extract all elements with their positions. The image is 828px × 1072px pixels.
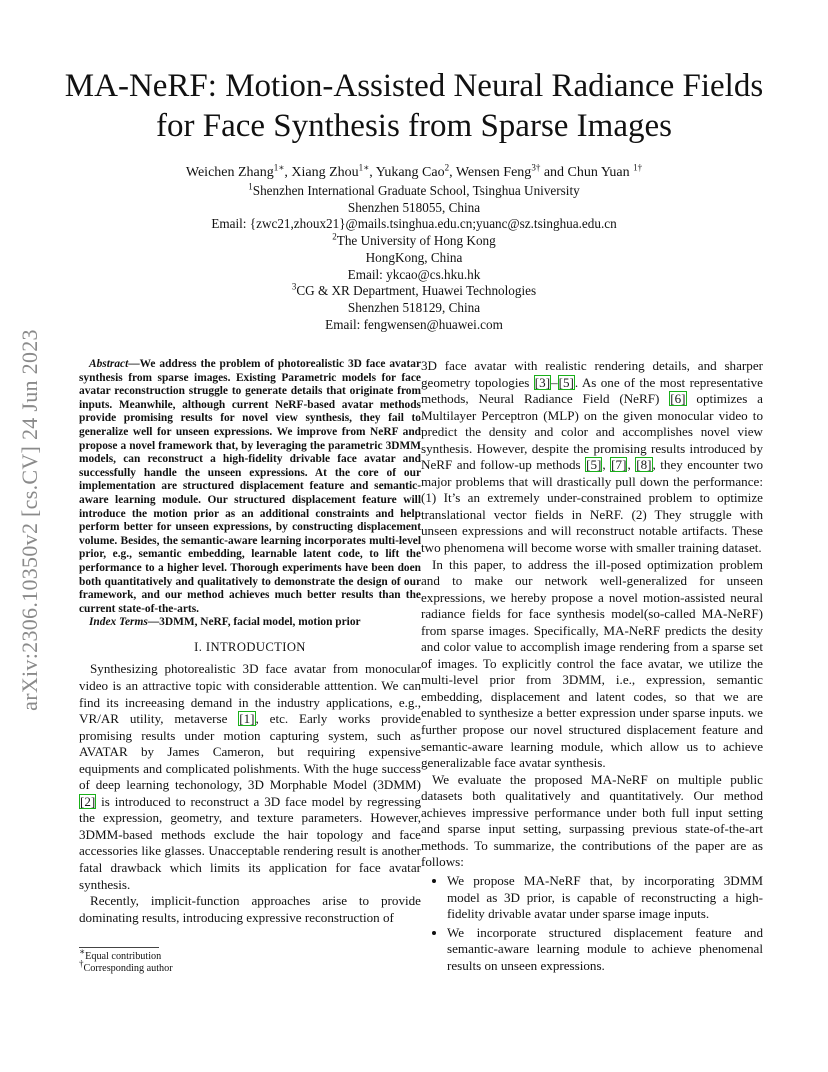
intro-paragraph-2 [79, 893, 421, 926]
footnote-text: Equal contribution [85, 951, 162, 962]
author-superscript: 1† [633, 162, 643, 173]
author-name: and Chun Yuan [540, 165, 634, 180]
affiliation-email: Email: fengwensen@huawei.com [325, 316, 503, 332]
affiliation-name: Shenzhen International Graduate School, Tsinghua University [252, 183, 580, 198]
title-line-2: for Face Synthesis from Sparse Images [156, 108, 672, 144]
author-list [60, 163, 768, 182]
footnote-corresponding-author [79, 959, 421, 975]
paper-title [40, 66, 788, 146]
affiliation-2 [60, 233, 768, 250]
author-block [60, 163, 768, 333]
paragraph-text: . As one of the most representative methods, Neural Radiance Field (NeRF) [421, 374, 763, 407]
author-superscript: 1∗ [358, 162, 370, 173]
affiliation-marker: 1 [248, 181, 253, 192]
abstract-text: —We address the problem of photorealistic 3D face avatar synthesis from sparse images. Existing Parametric models for face avatar reconstruction struggle to generate details that originate from inputs. Meanwhile, although current NeRF-based avatar methods provide promising results for novel view synthesis, they fail to generalize well for unseen expressions. We improve from NeRF and propose a novel framework that, by leveraging the parametric 3DMM models, can reconstruct a high-fidelity drivable face avatar and successfully handle the unseen expressions. At the core of our implementation are structured displacement feature and semantic-aware learning module. Our structured displacement feature will introduce the motion prior as an additional constraints and help perform better for unseen expressions, by constructing displacement volume. Besides, the semantic-aware learning incorporates multi-level prior, e.g., semantic embedding, learnable latent code, to lift the performance to a higher level. Thorough experiments have been doen both quantitatively and qualitatively to demonstrate the design of our framework, and our method achieves much better results than the current state-of-the-arts. [79, 358, 421, 615]
author-superscript: 2 [444, 162, 450, 173]
citation-link[interactable]: [5] [586, 457, 602, 473]
arxiv-sidebar [8, 280, 52, 760]
paragraph-text: , [602, 457, 611, 473]
author-superscript: 1∗ [273, 162, 285, 173]
citation-link[interactable]: [1] [239, 711, 255, 727]
affiliation-1 [60, 183, 768, 200]
footnote-equal-contribution [79, 946, 421, 963]
intro-paragraph-4: We evaluate the proposed MA-NeRF on multiple public datasets both qualitatively and quantitatively. Our method achieves impressive performance under both full input setting and sparse input setting, surpassing previous state-of-the-art methods. To summarize, the contributions of the paper are as follows: [421, 771, 763, 870]
right-column [421, 358, 763, 976]
paragraph-text: , they encounter two major problems that will drastically pull down the performance: (1) It’s an extremely under-constrained problem to optimize translational vector fields in NeRF. (2) They struggle with unseen expressions and will reconstruct notable artifacts. These two phenomena will become worse with smaller training dataset. [421, 457, 764, 556]
title-line-1: MA-NeRF: Motion-Assisted Neural Radiance Fields [64, 68, 764, 104]
index-terms-heading: Index Terms [89, 616, 148, 629]
author-name: , Wensen Feng [449, 165, 532, 180]
author-name: , Xiang Zhou [284, 165, 359, 180]
paragraph-text: is introduced to reconstruct a 3D face model by regressing the expression, geometry, and texture parameters. However, 3DMM-based methods exclude the hair topology and face accessories like glasses. Unacceptable rendering result is another fatal drawback which limits its application for face avatar synthesis. [79, 793, 421, 892]
citation-link[interactable]: [8] [636, 457, 652, 473]
affiliation-city: Shenzhen 518055, China [347, 199, 481, 215]
intro-paragraph-3: In this paper, to address the ill-posed optimization problem and to make our network well-generalized for unseen expressions, we hereby propose a novel motion-assisted neural radiance fields for face synthesis model(so-called MA-NeRF) from sparse images. Specifically, MA-NeRF predicts the desity and color value to accomplish image rendering from a sparse set of images. To explicitly control the face avatar, we utilize the multi-level prior from 3DMM, i.e., expression, semantic embedding, displacement and latent codes, so that we are enabled to synthesize a better expression under sparse inputs. we further propose our novel structured displacement feature and semantic-aware learning module, which allow us to achieve generalizable face avatar synthesis. [421, 556, 763, 771]
affiliation-email: Email: {zwc21,zhoux21}@mails.tsinghua.edu.cn;yuanc@sz.tsinghua.edu.cn [211, 216, 617, 232]
paragraph-text: , [627, 457, 636, 473]
affiliation-name: CG & XR Department, Huawei Technologies [296, 283, 537, 299]
affiliation-name: The University of Hong Kong [336, 233, 496, 249]
author-superscript: 3† [531, 162, 541, 173]
paragraph-text: Synthesizing photorealistic 3D face avatar from monocular video is an attractive topic with considerable atttention. We can find its increeasing demand in the industry applications, e.g., VR/AR utility, metaverse [79, 661, 421, 727]
affiliation-city: HongKong, China [365, 249, 463, 265]
paragraph-text: 3D face avatar with realistic rendering details, and sharper geometry topologies [421, 358, 763, 390]
paragraph-text: Recently, implicit-function approaches arise to provide dominating results, introducing expressive reconstruction of [79, 893, 421, 925]
footnote-rule [79, 947, 159, 948]
affiliation-city: Shenzhen 518129, China [347, 299, 481, 315]
author-name: , Yukang Cao [369, 165, 445, 180]
intro-paragraph-2-continued [421, 358, 763, 557]
list-item: • We incorporate structured displacement feature and semantic-aware learning module to achieve phenomenal results on unseen expressions. [447, 925, 763, 975]
index-terms [79, 616, 421, 630]
affiliation-marker: 3 [291, 281, 297, 292]
paragraph-text: – [551, 374, 558, 390]
abstract [79, 358, 421, 616]
intro-paragraph-1 [79, 661, 421, 893]
citation-link[interactable]: [5] [558, 374, 574, 390]
index-terms-text: —3DMM, NeRF, facial model, motion prior [147, 616, 361, 629]
affiliation-email: Email: ykcao@cs.hku.hk [347, 266, 481, 282]
footnote-marker: † [79, 959, 84, 970]
citation-link[interactable]: [3] [534, 374, 551, 390]
paragraph-text: optimizes a Multilayer Perceptron (MLP) on the given monocular video to predict the density and color and accomplishes novel view synthesis. However, despite the promising results introduced by NeRF and follow-up methods [421, 391, 763, 473]
abstract-heading: Abstract [89, 358, 129, 370]
affiliation-3 [60, 283, 768, 300]
arxiv-identifier: arXiv:2306.10350v2 [cs.CV] 24 Jun 2023 [17, 329, 42, 711]
citation-link[interactable]: [6] [670, 391, 686, 407]
contributions-list [421, 873, 763, 974]
list-item: • We propose MA-NeRF that, by incorporating 3DMM model as 3D prior, is capable of reconstructing a high-fidelity drivable avatar under sparse image inputs. [447, 873, 763, 923]
citation-link[interactable]: [7] [611, 457, 627, 473]
citation-link[interactable]: [2] [80, 793, 96, 809]
author-name: Weichen Zhang [185, 165, 274, 180]
footnote-text: Corresponding author [83, 963, 173, 975]
left-column [79, 358, 421, 926]
paragraph-text: , etc. Early works provide promising results under motion capturing system, such as AVATAR by James Cameron, but requiring expensive equipments and complicated polishments. With the huge success of deep learning techonology, 3D Morphable Model (3DMM) [79, 711, 421, 793]
footnote-marker: ∗ [79, 946, 86, 957]
affiliation-marker: 2 [332, 231, 337, 242]
section-heading-introduction: I. INTRODUCTION [194, 639, 306, 654]
footnotes [79, 947, 421, 976]
